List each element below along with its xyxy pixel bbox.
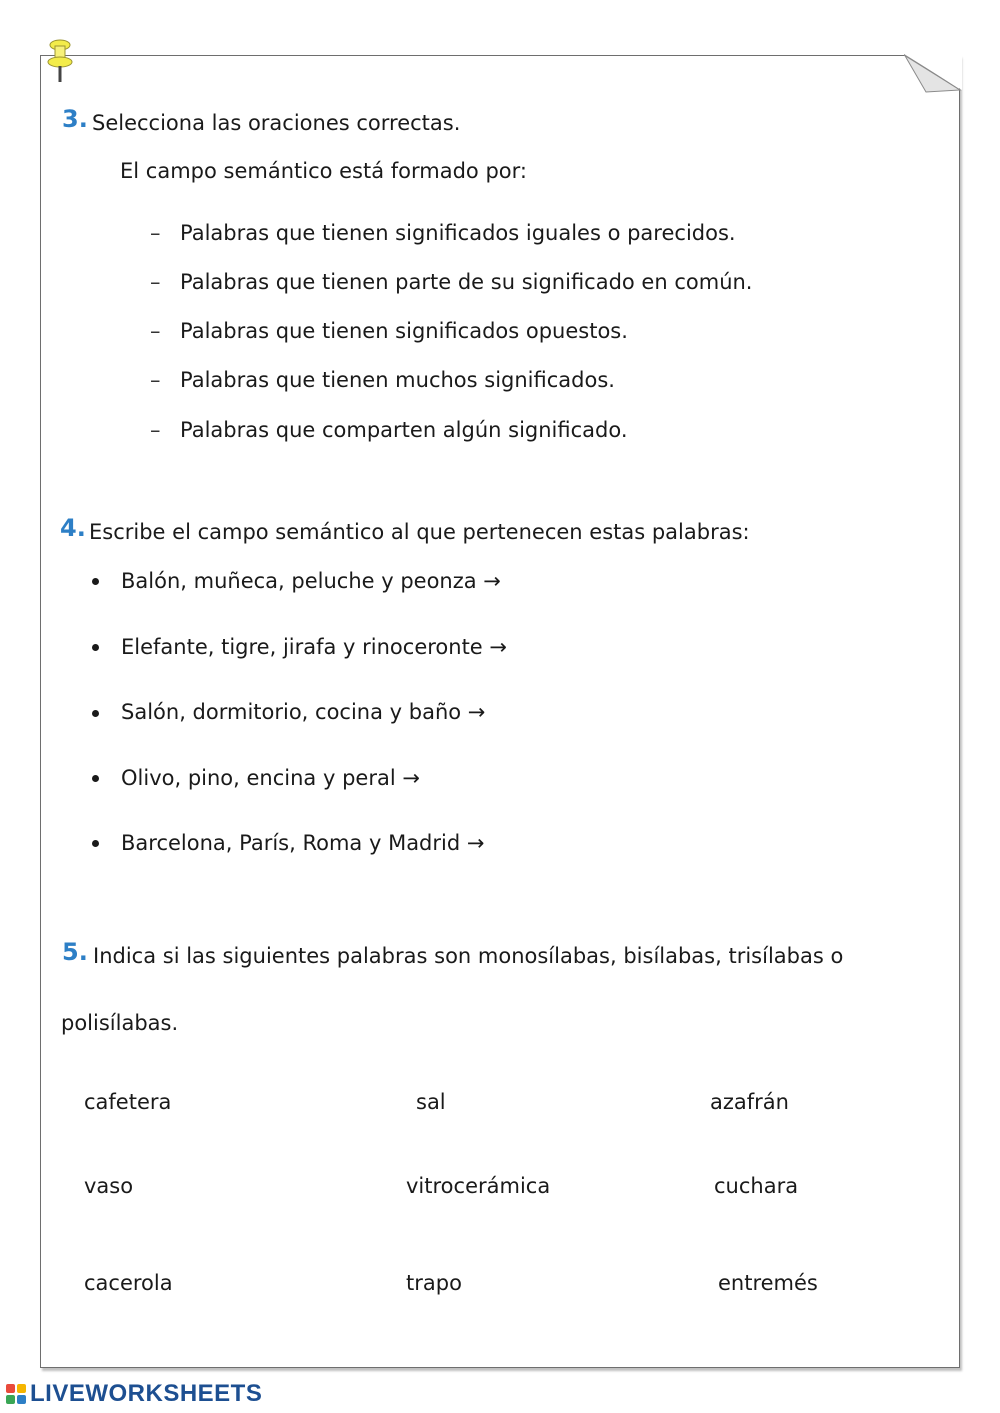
push-pin-icon: [44, 38, 76, 86]
bullet-icon: [92, 578, 99, 585]
question-5-title-line-2: polisílabas.: [61, 1011, 179, 1035]
question-5-title-line-1: Indica si las siguientes palabras son monosílabas, bisílabas, trisílabas o: [93, 944, 844, 968]
question-3-option-2[interactable]: Palabras que tienen parte de su significado en común.: [180, 270, 753, 294]
question-3-option-3[interactable]: Palabras que tienen significados opuestos.: [180, 319, 628, 343]
question-3-option-1[interactable]: Palabras que tienen significados iguales o parecidos.: [180, 221, 736, 245]
bullet-icon: [92, 840, 99, 847]
question-4-item-1: Balón, muñeca, peluche y peonza →: [121, 569, 501, 593]
question-3-option-5[interactable]: Palabras que comparten algún significado.: [180, 418, 628, 442]
word-cafetera: cafetera: [84, 1090, 172, 1114]
word-vaso: vaso: [84, 1174, 134, 1198]
word-vitroceramica: vitrocerámica: [406, 1174, 551, 1198]
word-sal: sal: [416, 1090, 446, 1114]
word-entremes: entremés: [718, 1271, 818, 1295]
liveworksheets-logo-icon: [6, 1384, 26, 1404]
footer-brand: [6, 1380, 262, 1408]
question-4-item-2: Elefante, tigre, jirafa y rinoceronte →: [121, 635, 507, 659]
bullet-icon: [92, 644, 99, 651]
question-4-item-4: Olivo, pino, encina y peral →: [121, 766, 420, 790]
question-4-title: Escribe el campo semántico al que pertenecen estas palabras:: [89, 520, 750, 544]
option-dash-icon: –: [150, 319, 161, 343]
option-dash-icon: –: [150, 418, 161, 442]
question-3-option-4[interactable]: Palabras que tienen muchos significados.: [180, 368, 615, 392]
question-3-stem: El campo semántico está formado por:: [120, 159, 527, 183]
word-azafran: azafrán: [710, 1090, 789, 1114]
question-4-item-3: Salón, dormitorio, cocina y baño →: [121, 700, 486, 724]
word-trapo: trapo: [406, 1271, 462, 1295]
question-4-item-5: Barcelona, París, Roma y Madrid →: [121, 831, 485, 855]
word-cuchara: cuchara: [714, 1174, 799, 1198]
question-3-title: Selecciona las oraciones correctas.: [92, 111, 461, 135]
option-dash-icon: –: [150, 368, 161, 392]
option-dash-icon: –: [150, 270, 161, 294]
page-curl-icon: [904, 54, 962, 94]
word-cacerola: cacerola: [84, 1271, 173, 1295]
question-4-number: 4.: [60, 514, 86, 542]
bullet-icon: [92, 710, 99, 717]
question-3-number: 3.: [62, 105, 88, 133]
brand-name: LIVEWORKSHEETS: [30, 1380, 263, 1407]
bullet-icon: [92, 775, 99, 782]
option-dash-icon: –: [150, 221, 161, 245]
question-5-number: 5.: [62, 938, 88, 966]
